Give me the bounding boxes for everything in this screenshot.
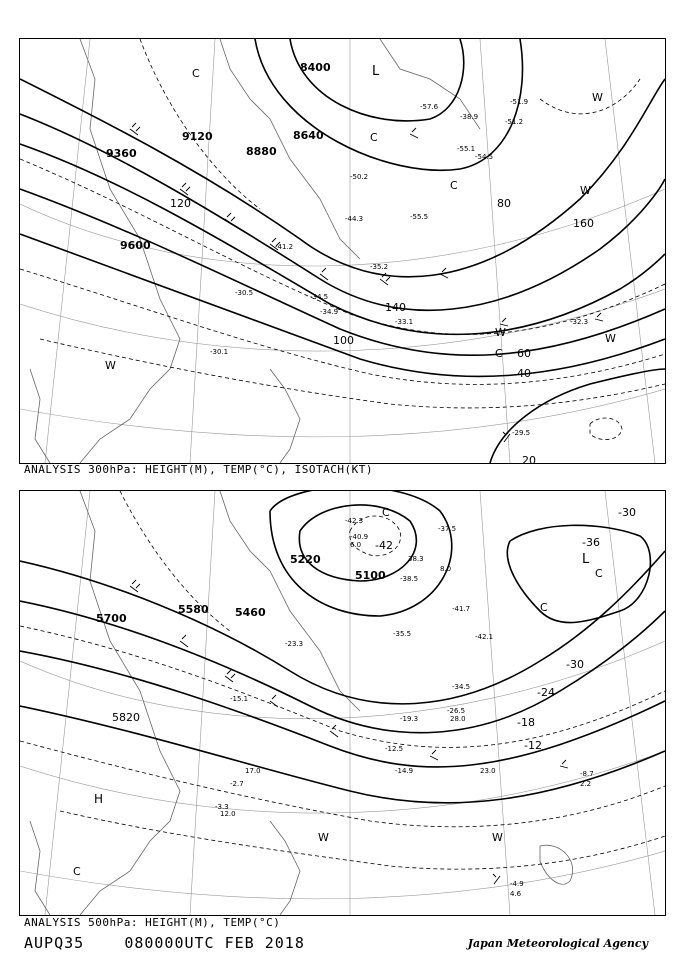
svg-text:23.0: 23.0 bbox=[480, 767, 496, 775]
svg-text:-29.5: -29.5 bbox=[512, 429, 531, 437]
svg-text:38.3: 38.3 bbox=[408, 555, 424, 563]
map-300hpa-panel bbox=[19, 38, 666, 464]
height-label-8400: 8400 bbox=[300, 61, 331, 74]
warm-marker: W bbox=[495, 326, 506, 339]
warm-marker: W bbox=[492, 831, 503, 844]
svg-text:-36: -36 bbox=[582, 536, 600, 549]
cold-marker: C bbox=[595, 567, 603, 580]
svg-text:-12: -12 bbox=[524, 739, 542, 752]
isotach-contours bbox=[20, 39, 665, 440]
svg-text:-3.3: -3.3 bbox=[215, 803, 229, 811]
map-500hpa-panel bbox=[19, 490, 666, 916]
svg-text:-54.5: -54.5 bbox=[475, 153, 494, 161]
caption-300hpa: ANALYSIS 300hPa: HEIGHT(M), TEMP(°C), ISOTACH(KT) bbox=[24, 463, 374, 476]
svg-text:-8.7: -8.7 bbox=[580, 770, 594, 778]
svg-text:4.6: 4.6 bbox=[510, 890, 522, 898]
warm-marker: W bbox=[580, 184, 591, 197]
svg-text:-30: -30 bbox=[618, 506, 636, 519]
svg-text:-26.5: -26.5 bbox=[447, 707, 466, 715]
svg-text:-18: -18 bbox=[517, 716, 535, 729]
height-label-9360: 9360 bbox=[106, 147, 137, 160]
valid-time: 080000UTC FEB 2018 bbox=[124, 934, 305, 952]
svg-text:-38.5: -38.5 bbox=[400, 575, 419, 583]
caption-500hpa: ANALYSIS 500hPa: HEIGHT(M), TEMP(°C) bbox=[24, 916, 281, 929]
height-label-5100: 5100 bbox=[355, 569, 386, 582]
svg-text:-23.3: -23.3 bbox=[285, 640, 304, 648]
svg-text:2.2: 2.2 bbox=[580, 780, 592, 788]
cold-marker: C bbox=[370, 131, 378, 144]
svg-text:-32.3: -32.3 bbox=[570, 318, 589, 326]
map-300hpa bbox=[20, 39, 665, 463]
svg-text:-41.7: -41.7 bbox=[452, 605, 471, 613]
isotach-label-140: 140 bbox=[385, 301, 406, 314]
svg-text:-30.1: -30.1 bbox=[210, 348, 229, 356]
svg-text:-42.3: -42.3 bbox=[345, 517, 364, 525]
svg-text:-41.2: -41.2 bbox=[275, 243, 294, 251]
isotach-label-100: 100 bbox=[333, 334, 354, 347]
svg-text:-14.9: -14.9 bbox=[395, 767, 414, 775]
warm-marker: W bbox=[592, 91, 603, 104]
isotach-label-80: 80 bbox=[497, 197, 511, 210]
svg-text:-40.9: -40.9 bbox=[350, 533, 369, 541]
svg-text:-42: -42 bbox=[375, 539, 393, 552]
pressure-markers bbox=[73, 506, 603, 878]
height-label-9120: 9120 bbox=[182, 130, 213, 143]
svg-text:-19.3: -19.3 bbox=[400, 715, 419, 723]
svg-text:-35.5: -35.5 bbox=[393, 630, 412, 638]
warm-marker: W bbox=[605, 332, 616, 345]
svg-text:-42.1: -42.1 bbox=[475, 633, 494, 641]
svg-text:-34.5: -34.5 bbox=[452, 683, 471, 691]
svg-text:-55.5: -55.5 bbox=[410, 213, 429, 221]
height-label-5700: 5700 bbox=[96, 612, 127, 625]
product-code: AUPQ35 bbox=[24, 934, 85, 952]
low-marker: L bbox=[582, 552, 590, 567]
svg-text:28.0: 28.0 bbox=[450, 715, 466, 723]
svg-text:12.0: 12.0 bbox=[220, 810, 236, 818]
svg-text:-33.1: -33.1 bbox=[395, 318, 414, 326]
low-marker: L bbox=[372, 64, 380, 79]
svg-text:-51.9: -51.9 bbox=[510, 98, 529, 106]
svg-text:-35.2: -35.2 bbox=[370, 263, 389, 271]
isotach-label-40: 40 bbox=[517, 367, 531, 380]
coastline bbox=[30, 39, 480, 463]
svg-text:-38.9: -38.9 bbox=[460, 113, 479, 121]
svg-text:-34.5: -34.5 bbox=[310, 293, 329, 301]
high-marker: H bbox=[94, 792, 104, 806]
cold-marker: C bbox=[540, 601, 548, 614]
svg-text:-15.1: -15.1 bbox=[230, 695, 249, 703]
svg-text:-50.2: -50.2 bbox=[350, 173, 369, 181]
isotach-label-60: 60 bbox=[517, 347, 531, 360]
wind-barbs bbox=[130, 123, 603, 442]
height-labels bbox=[106, 61, 331, 252]
graticule bbox=[20, 491, 665, 915]
cold-marker: C bbox=[495, 347, 503, 360]
agency-name: Japan Meteorological Agency bbox=[467, 937, 648, 950]
isotach-label-160: 160 bbox=[573, 217, 594, 230]
svg-text:6.0: 6.0 bbox=[350, 541, 362, 549]
svg-text:8.0: 8.0 bbox=[440, 565, 452, 573]
svg-text:-30: -30 bbox=[566, 658, 584, 671]
svg-text:-44.3: -44.3 bbox=[345, 215, 364, 223]
svg-text:-37.5: -37.5 bbox=[438, 525, 457, 533]
height-label-9600: 9600 bbox=[120, 239, 151, 252]
height-label-5220: 5220 bbox=[290, 553, 321, 566]
height-label-8880: 8880 bbox=[246, 145, 277, 158]
map-500hpa bbox=[20, 491, 665, 915]
svg-text:-30.5: -30.5 bbox=[235, 289, 254, 297]
chart-code bbox=[24, 934, 305, 952]
height-label-5820: 5820 bbox=[112, 711, 140, 724]
cold-marker: C bbox=[450, 179, 458, 192]
height-label-5580: 5580 bbox=[178, 603, 209, 616]
svg-text:17.0: 17.0 bbox=[245, 767, 261, 775]
isotach-label-20: 20 bbox=[522, 454, 536, 463]
svg-text:-4.9: -4.9 bbox=[510, 880, 524, 888]
svg-text:-2.7: -2.7 bbox=[230, 780, 244, 788]
svg-text:-51.2: -51.2 bbox=[505, 118, 524, 126]
height-label-5460: 5460 bbox=[235, 606, 266, 619]
isotach-label-120: 120 bbox=[170, 197, 191, 210]
svg-text:-12.5: -12.5 bbox=[385, 745, 404, 753]
height-contours bbox=[20, 39, 665, 376]
warm-marker: W bbox=[105, 359, 116, 372]
graticule bbox=[20, 39, 665, 463]
cold-marker: C bbox=[192, 67, 200, 80]
height-label-8640: 8640 bbox=[293, 129, 324, 142]
warm-marker: W bbox=[318, 831, 329, 844]
svg-text:-57.6: -57.6 bbox=[420, 103, 439, 111]
height-contours bbox=[20, 491, 665, 803]
cold-marker: C bbox=[382, 506, 390, 519]
cold-marker: C bbox=[73, 865, 81, 878]
svg-text:-24: -24 bbox=[537, 686, 555, 699]
svg-text:-55.1: -55.1 bbox=[457, 145, 476, 153]
isotherm-contours bbox=[20, 491, 665, 869]
svg-text:-34.9: -34.9 bbox=[320, 308, 339, 316]
